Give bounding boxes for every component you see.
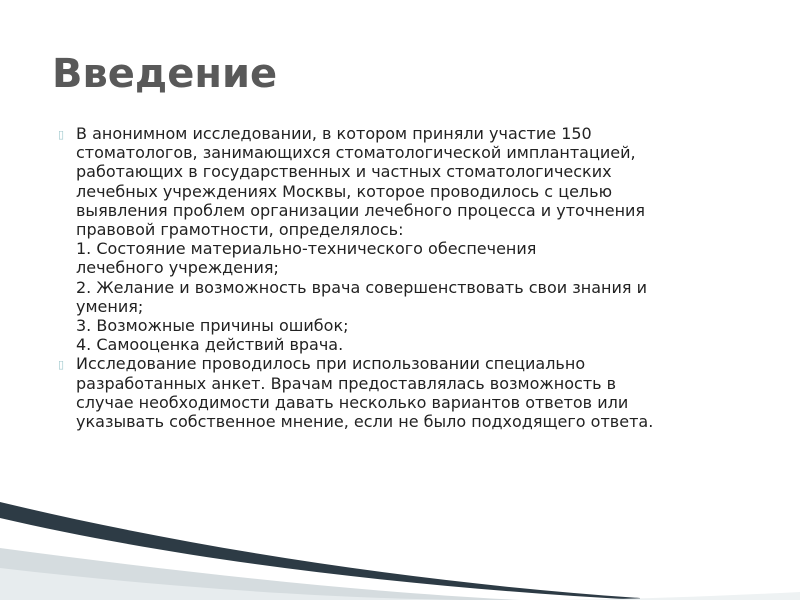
bullet-text: Исследование проводилось при использовании специально разработанных анкет. Врачам предоставлялась возможность в случае необходимости давать несколько вариантов ответов или указывать собственное мнение, если не было подходящего ответа. <box>76 354 654 432</box>
bullet-marker-icon: ▯ <box>58 358 65 372</box>
decorative-swoosh <box>0 480 800 600</box>
bullet-text: В анонимном исследовании, в котором приняли участие 150 стоматологов, занимающихся стоматологической имплантацией, работающих в государственных и частных стоматологических лечебных учреждениях Москвы, которое проводилось с целью выявления проблем организации лечебного процесса и уточнения правовой грамотности, определялось: 1. Состояние материально-технического обеспечения лечебного учреждения; 2. Желание и возможность врача совершенствовать свои знания и умения; 3. Возможные причины ошибок; 4. Самооценка действий врача. <box>76 124 647 355</box>
bullet-marker-icon: ▯ <box>58 128 65 141</box>
bullet-item-intro <box>58 124 748 354</box>
bullet-item-method <box>58 354 748 431</box>
slide-title: Введение <box>52 51 278 97</box>
bullet-list <box>58 124 748 431</box>
